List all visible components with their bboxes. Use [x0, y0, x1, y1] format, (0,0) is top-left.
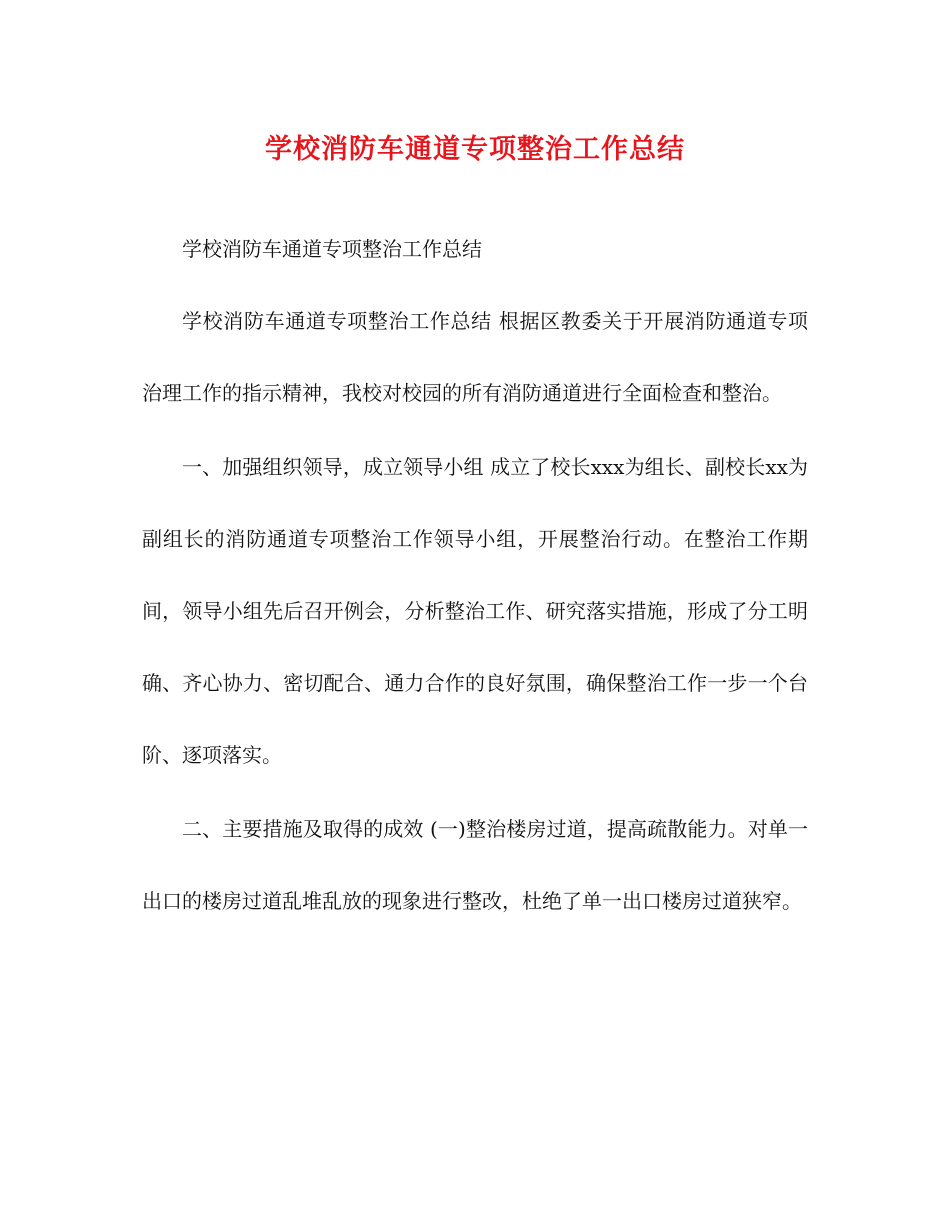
- document-body: [142, 213, 808, 939]
- paragraph-section-2: 二、主要措施及取得的成效 (一)整治楼房过道，提高疏散能力。对单一出口的楼房过道乱堆乱放的现象进行整改，杜绝了单一出口楼房过道狭窄。: [142, 817, 808, 913]
- paragraph-section-1: 一、加强组织领导，成立领导小组 成立了校长xxx为组长、副校长xx为副组长的消防通道专项整治工作领导小组，开展整治行动。在整治工作期间，领导小组先后召开例会，分析整治工作、研究落实措施，形成了分工明确、齐心协力、密切配合、通力合作的良好氛围，确保整治工作一步一个台阶、逐项落实。: [142, 455, 808, 767]
- document-title: 学校消防车通道专项整治工作总结: [265, 134, 685, 165]
- paragraph-subtitle: 学校消防车通道专项整治工作总结: [182, 237, 482, 261]
- paragraph-intro: 学校消防车通道专项整治工作总结 根据区教委关于开展消防通道专项治理工作的指示精神，我校对校园的所有消防通道进行全面检查和整治。: [142, 309, 808, 405]
